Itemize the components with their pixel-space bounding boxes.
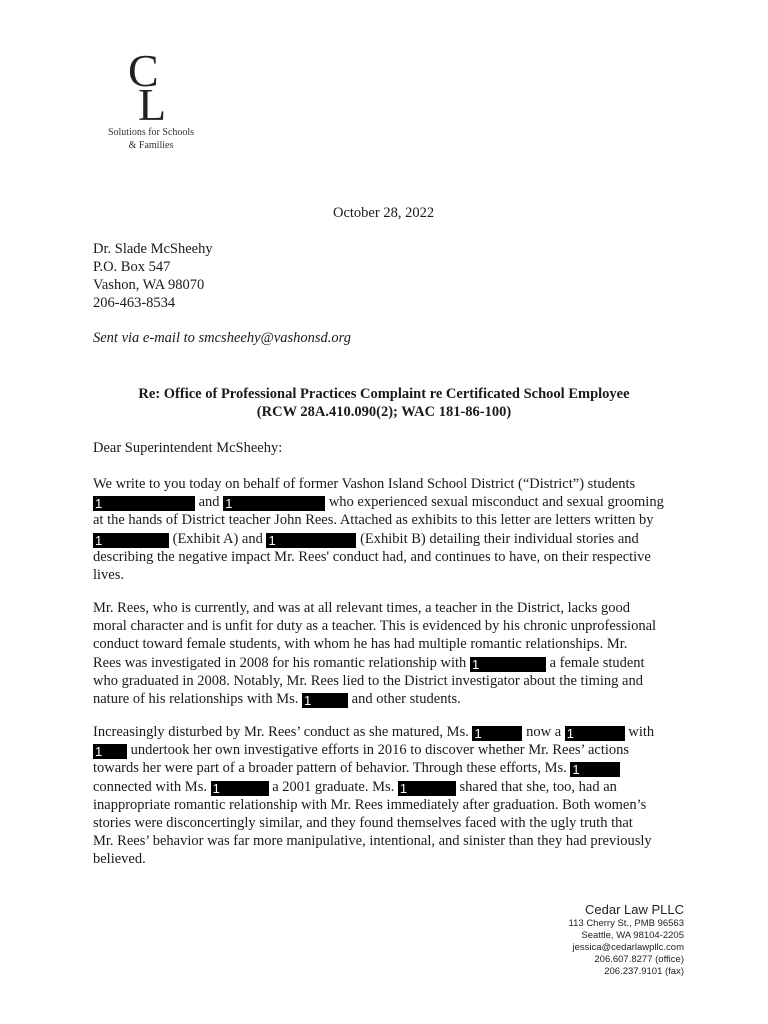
paragraph-line <box>93 493 693 511</box>
redaction-box: 1 <box>570 762 620 777</box>
paragraph-line <box>93 759 693 777</box>
paragraph-line <box>93 654 693 672</box>
recipient-city: Vashon, WA 98070 <box>93 277 205 293</box>
redaction-box: 1 <box>93 533 169 548</box>
paragraph-line <box>93 530 693 548</box>
salutation: Dear Superintendent McSheehy: <box>93 440 283 456</box>
subject-heading <box>80 385 688 421</box>
svg-text:C: C <box>128 45 159 96</box>
redaction-box: 1 <box>565 726 625 741</box>
paragraph-line: believed. <box>93 851 146 868</box>
paragraph-text: towards her were part of a broader pattern of behavior. Through these efforts, Ms. <box>93 760 567 777</box>
tagline-line-1: Solutions for Schools <box>107 127 195 138</box>
paragraph-line <box>93 741 693 759</box>
recipient-phone: 206-463-8534 <box>93 295 176 311</box>
paragraph-text: (Exhibit B) detailing their individual stories and <box>360 530 639 547</box>
firm-footer <box>569 902 684 978</box>
logo-tagline <box>96 126 206 152</box>
paragraph-text: who experienced sexual misconduct and sexual grooming <box>328 494 664 511</box>
paragraph-line: inappropriate romantic relationship with Mr. Rees immediately after graduation. Both women’s <box>93 796 647 813</box>
paragraph-2 <box>93 599 693 708</box>
redaction-box: 1 <box>211 781 269 796</box>
subject-line-1: Re: Office of Professional Practices Complaint re Certificated School Employee <box>138 386 630 402</box>
firm-city: Seattle, WA 98104-2205 <box>581 930 684 941</box>
firm-office-phone: 206.607.8277 (office) <box>594 954 684 965</box>
firm-street: 113 Cherry St., PMB 96563 <box>568 918 684 929</box>
svg-text:L: L <box>138 79 167 124</box>
firm-email: jessica@cedarlawpllc.com <box>572 942 684 953</box>
paragraph-text: with <box>628 724 655 740</box>
paragraph-line: Mr. Rees’ behavior was far more manipulative, intentional, and sinister than they had previously <box>93 833 652 850</box>
redaction-box: 1 <box>93 496 195 511</box>
paragraph-text: undertook her own investigative efforts in 2016 to discover whether Mr. Rees’ actions <box>130 742 630 759</box>
paragraph-1 <box>93 475 693 584</box>
paragraph-text: connected with Ms. <box>93 778 207 795</box>
redaction-box: 1 <box>470 657 546 672</box>
paragraph-text: and other students. <box>351 691 461 708</box>
paragraph-line <box>93 778 693 796</box>
redaction-box: 1 <box>472 726 522 741</box>
cl-monogram-icon <box>114 42 184 124</box>
firm-name: Cedar Law PLLC <box>585 902 684 917</box>
paragraph-text: a female student <box>549 654 645 671</box>
paragraph-line <box>93 723 693 741</box>
redaction-box: 1 <box>223 496 325 511</box>
paragraph-text: Rees was investigated in 2008 for his romantic relationship with <box>93 654 467 671</box>
paragraph-line: moral character and is unfit for duty as a teacher. This is evidenced by his chronic unprofessional <box>93 618 657 635</box>
paragraph-text: (Exhibit A) and <box>172 530 263 547</box>
paragraph-line <box>93 690 693 708</box>
recipient-name: Dr. Slade McSheehy <box>93 241 213 257</box>
firm-fax: 206.237.9101 (fax) <box>604 966 684 977</box>
paragraph-text: and <box>198 494 220 511</box>
paragraph-line: describing the negative impact Mr. Rees' conduct had, and continues to have, on their respective <box>93 548 651 565</box>
recipient-address <box>93 240 213 312</box>
recipient-po-box: P.O. Box 547 <box>93 259 171 275</box>
letter-date: October 28, 2022 <box>333 205 435 221</box>
firm-logo <box>114 42 184 124</box>
sent-via-line: Sent via e-mail to smcsheehy@vashonsd.org <box>93 330 352 346</box>
paragraph-text: now a <box>526 724 562 740</box>
paragraph-text: nature of his relationships with Ms. <box>93 691 299 708</box>
paragraph-text: shared that she, too, had an <box>459 778 617 795</box>
tagline-line-2: & Families <box>128 140 174 151</box>
paragraph-line: conduct toward female students, with whom he has had multiple romantic relationships. Mr. <box>93 636 628 653</box>
redaction-box: 1 <box>302 693 348 708</box>
paragraph-text: a 2001 graduate. Ms. <box>272 778 395 795</box>
paragraph-line: at the hands of District teacher John Rees. Attached as exhibits to this letter are letters written by <box>93 512 654 529</box>
paragraph-line: who graduated in 2008. Notably, Mr. Rees lied to the District investigator about the timing and <box>93 672 643 689</box>
paragraph-line: Mr. Rees, who is currently, and was at all relevant times, a teacher in the District, lacks good <box>93 600 631 616</box>
redaction-box: 1 <box>398 781 456 796</box>
paragraph-line: lives. <box>93 567 125 584</box>
paragraph-text: Increasingly disturbed by Mr. Rees’ conduct as she matured, Ms. <box>93 724 469 740</box>
paragraph-line: stories were disconcertingly similar, and they found themselves faced with the ugly truth that <box>93 815 633 832</box>
paragraph-line: We write to you today on behalf of former Vashon Island School District (“District”) students <box>93 476 636 492</box>
paragraph-3 <box>93 723 693 869</box>
redaction-box: 1 <box>93 744 127 759</box>
subject-line-2: (RCW 28A.410.090(2); WAC 181-86-100) <box>256 404 512 420</box>
redaction-box: 1 <box>266 533 356 548</box>
